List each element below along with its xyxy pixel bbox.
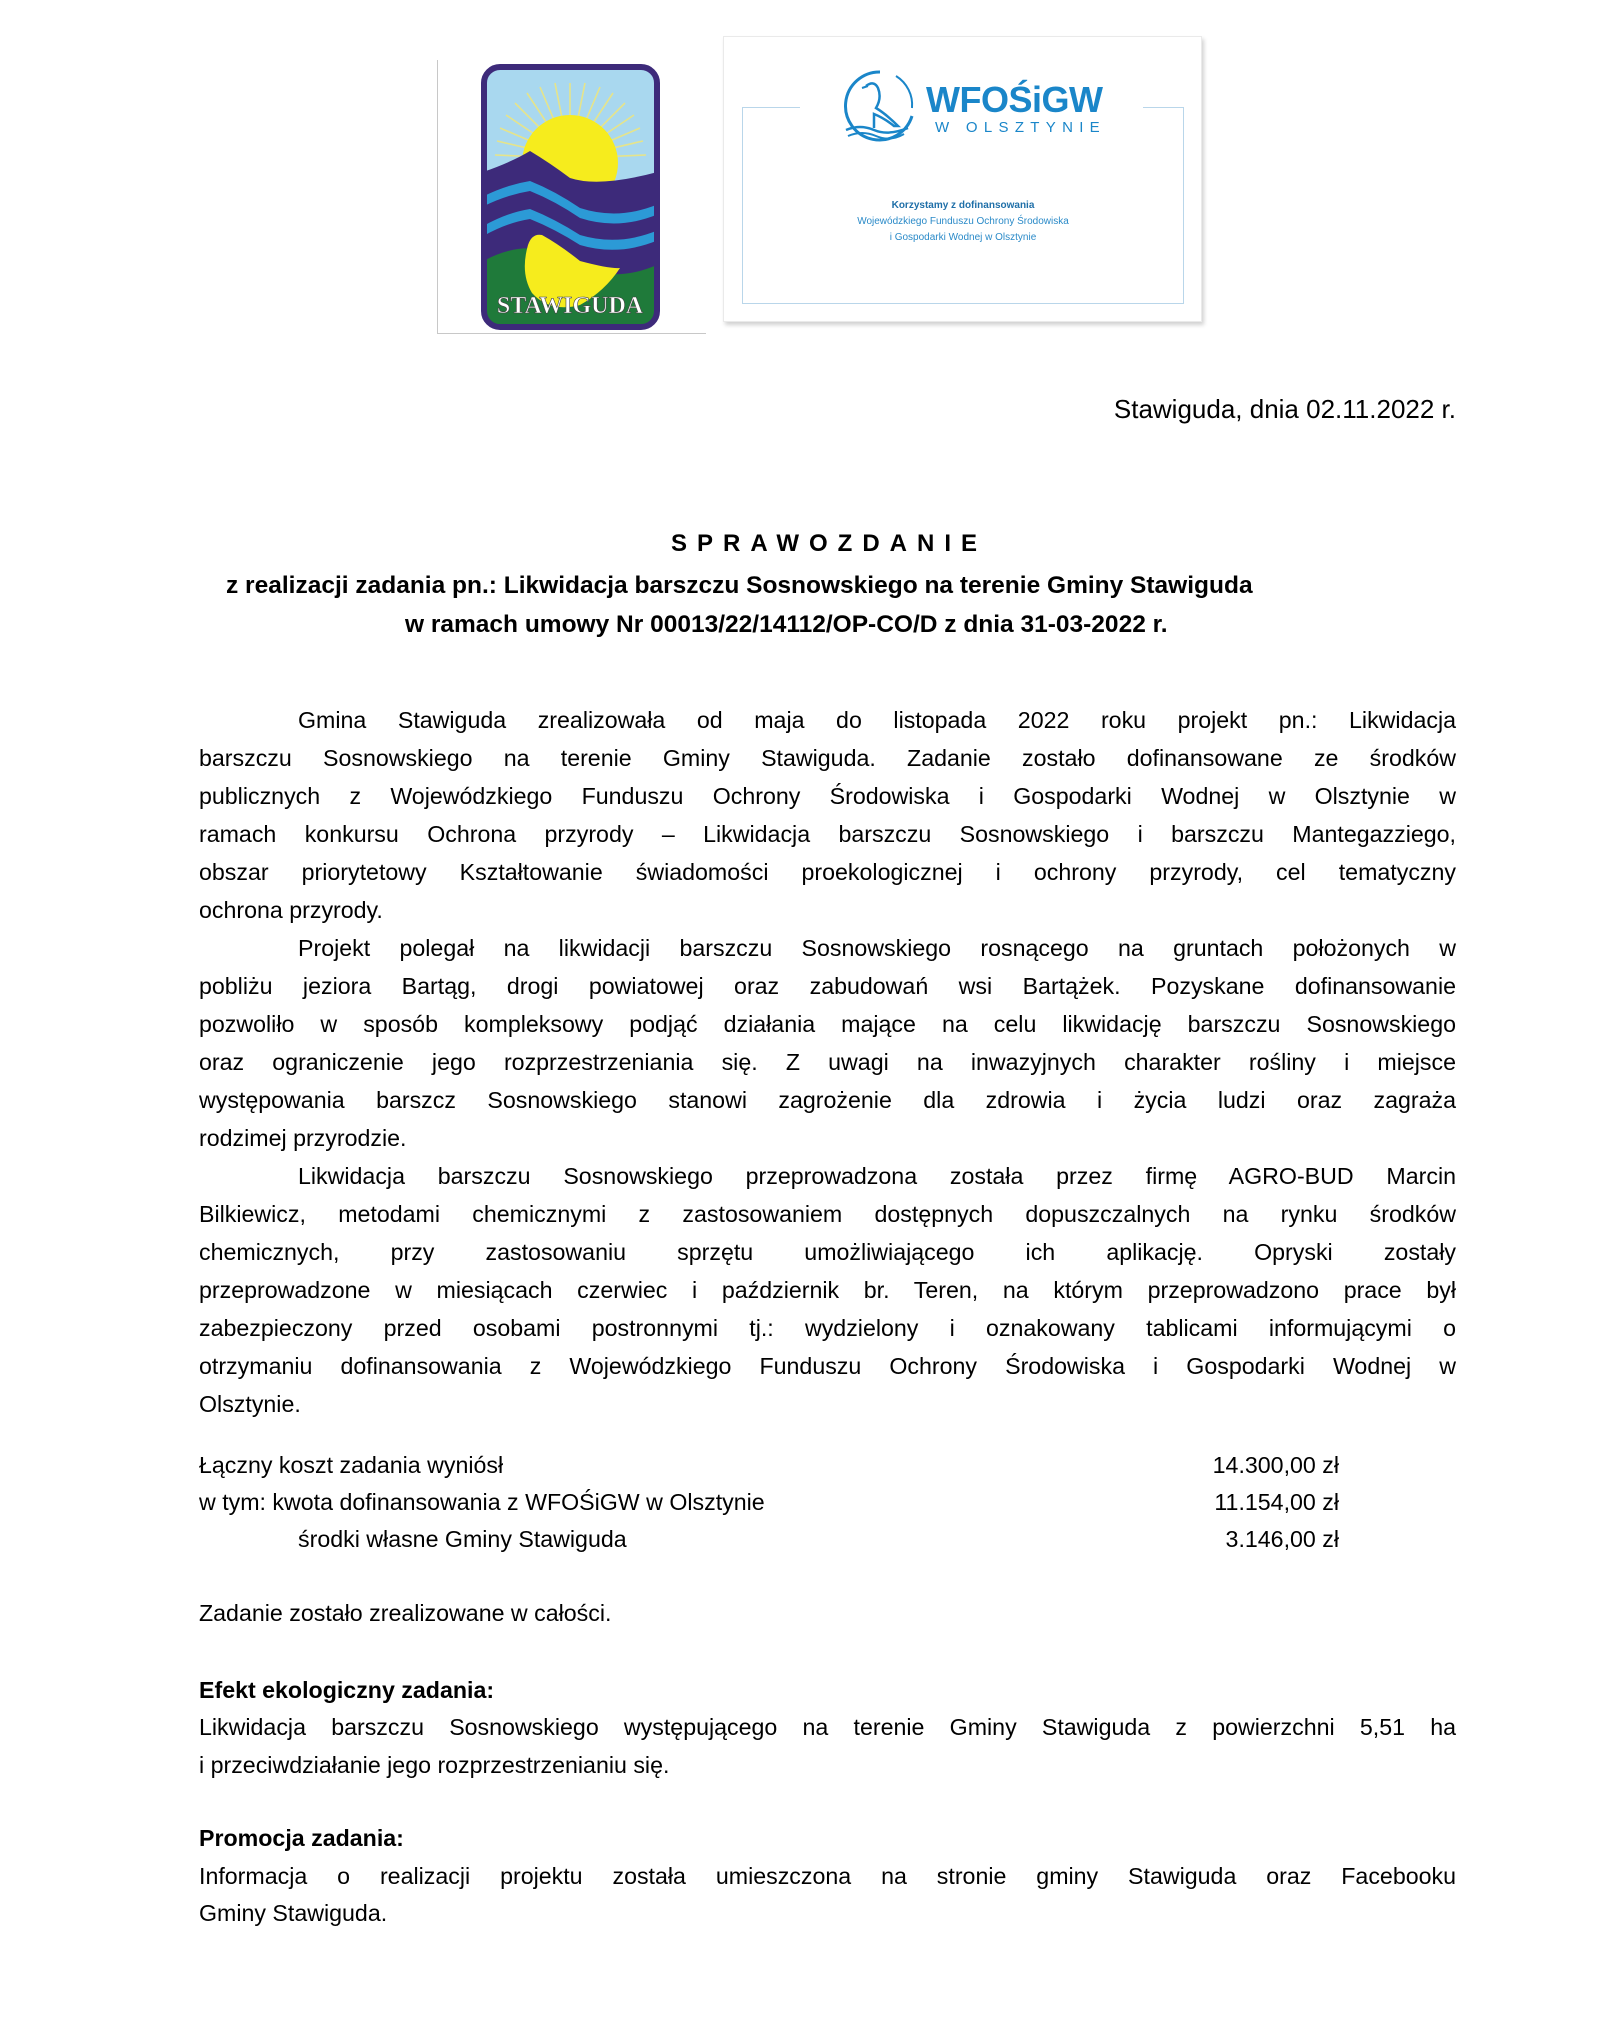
report-subtitle-line-2: w ramach umowy Nr 00013/22/14112/OP-CO/D z dnia 31-03-2022 r. xyxy=(405,611,1168,638)
wfosigw-caption-line-3: i Gospodarki Wodnej w Olsztynie xyxy=(889,232,1037,243)
wfosigw-caption-line-2: Wojewódzkiego Funduszu Ochrony Środowiska xyxy=(857,216,1069,227)
text-line: i przeciwdziałanie jego rozprzestrzenianiu się. xyxy=(199,1752,670,1778)
text-line: ochrona przyrody. xyxy=(199,897,383,923)
text-line: Gminy Stawiguda. xyxy=(199,1900,388,1926)
text-line: Projekt polegał na likwidacji barszczu Sosnowskiego rosnącego na gruntach położonych w xyxy=(298,935,1456,961)
text-line: otrzymaniu dofinansowania z Wojewódzkiego Funduszu Ochrony Środowiska i Gospodarki Wodnej w xyxy=(199,1353,1456,1379)
own-funds-label: środki własne Gminy Stawiguda xyxy=(298,1526,627,1552)
text-line: zabezpieczony przed osobami postronnymi tj.: wydzielony i oznakowany tablicami informującymi o xyxy=(199,1315,1456,1341)
text-line: barszczu Sosnowskiego na terenie Gminy Stawiguda. Zadanie zostało dofinansowane ze środków xyxy=(199,745,1456,771)
text-line: Likwidacja barszczu Sosnowskiego występującego na terenie Gminy Stawiguda z powierzchni 5,51 ha xyxy=(199,1714,1456,1740)
text-line: rodzimej przyrodzie. xyxy=(199,1125,407,1151)
text-line: Zadanie zostało zrealizowane w całości. xyxy=(199,1600,612,1626)
wfosigw-caption-line-1: Korzystamy z dofinansowania xyxy=(891,200,1035,211)
section-heading: Promocja zadania: xyxy=(199,1825,404,1851)
report-heading: SPRAWOZDANIE xyxy=(670,530,987,557)
wfosigw-city: W OLSZTYNIE xyxy=(935,119,1106,136)
total-cost-label: Łączny koszt zadania wyniósł xyxy=(199,1452,504,1478)
text-line: Informacja o realizacji projektu została umieszczona na stronie gminy Stawiguda oraz Facebooku xyxy=(199,1863,1456,1889)
text-line: Olsztynie. xyxy=(199,1391,301,1417)
svg-text:STAWIGUDA: STAWIGUDA xyxy=(496,293,644,319)
text-line: przeprowadzone w miesiącach czerwiec i październik br. Teren, na którym przeprowadzono prace był xyxy=(199,1277,1456,1303)
text-line: chemicznych, przy zastosowaniu sprzętu umożliwiającego ich aplikację. Opryski zostały xyxy=(199,1239,1456,1265)
text-line: pobliżu jeziora Bartąg, drogi powiatowej oraz zabudowań wsi Bartążek. Pozyskane dofinansowanie xyxy=(199,973,1456,999)
text-line: oraz ograniczenie jego rozprzestrzeniania się. Z uwagi na inwazyjnych charakter rośliny i miejsce xyxy=(199,1049,1456,1075)
text-line: obszar priorytetowy Kształtowanie świadomości proekologicznej i ochrony przyrody, cel tematyczny xyxy=(199,859,1456,885)
wfosigw-name: WFOŚiGW xyxy=(926,79,1103,120)
stawiguda-coat-of-arms-logo xyxy=(480,63,661,331)
text-line: występowania barszcz Sosnowskiego stanowi zagrożenie dla zdrowia i życia ludzi oraz zagraża xyxy=(199,1087,1456,1113)
text-line: ramach konkursu Ochrona przyrody – Likwidacja barszczu Sosnowskiego i barszczu Mantegazziego, xyxy=(199,821,1456,847)
total-cost-value: 14.300,00 zł xyxy=(1212,1452,1339,1478)
text-line: pozwoliło w sposób kompleksowy podjąć działania mające na celu likwidację barszczu Sosnowskiego xyxy=(199,1011,1456,1037)
grant-amount-value: 11.154,00 zł xyxy=(1214,1489,1339,1515)
text-line: Gmina Stawiguda zrealizowała od maja do listopada 2022 roku projekt pn.: Likwidacja xyxy=(298,707,1456,733)
text-line: publicznych z Wojewódzkiego Funduszu Ochrony Środowiska i Gospodarki Wodnej w Olsztynie w xyxy=(199,783,1456,809)
report-subtitle-line-1: z realizacji zadania pn.: Likwidacja barszczu Sosnowskiego na terenie Gminy Stawiguda xyxy=(226,572,1253,599)
cost-summary xyxy=(199,1446,1456,1566)
grant-amount-label: w tym: kwota dofinansowania z WFOŚiGW w Olsztynie xyxy=(199,1489,765,1515)
text-line: Bilkiewicz, metodami chemicznymi z zastosowaniem dostępnych dopuszczalnych na rynku środków xyxy=(199,1201,1456,1227)
text-line: Likwidacja barszczu Sosnowskiego przeprowadzona została przez firmę AGRO-BUD Marcin xyxy=(298,1163,1456,1189)
stork-emblem-icon xyxy=(838,68,918,144)
section-heading: Efekt ekologiczny zadania: xyxy=(199,1677,495,1703)
place-and-date: Stawiguda, dnia 02.11.2022 r. xyxy=(1113,394,1456,424)
own-funds-value: 3.146,00 zł xyxy=(1225,1526,1339,1552)
